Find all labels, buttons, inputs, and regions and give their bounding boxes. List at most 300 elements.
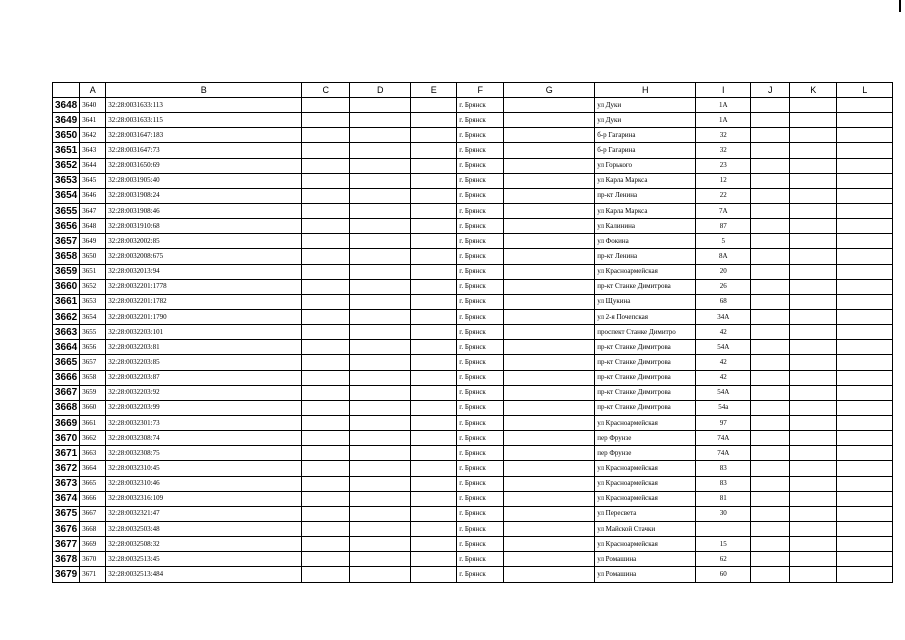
cell-i[interactable]: 62 [696,552,751,567]
cell-d[interactable] [350,128,411,143]
cell-k[interactable] [790,476,837,491]
cell-k[interactable] [790,309,837,324]
cell-h[interactable]: б-р Гагарина [595,143,696,158]
cell-i[interactable]: 8А [696,249,751,264]
cell-a[interactable]: 3667 [80,506,106,521]
cell-d[interactable] [350,234,411,249]
cell-d[interactable] [350,415,411,430]
cell-a[interactable]: 3657 [80,355,106,370]
cell-b[interactable]: 32:28:0031910:68 [106,219,302,234]
cell-e[interactable] [411,567,457,582]
cell-k[interactable] [790,158,837,173]
cell-i[interactable]: 83 [696,476,751,491]
cell-c[interactable] [302,143,350,158]
cell-j[interactable] [751,461,790,476]
cell-h[interactable]: пер Фрунзе [595,431,696,446]
cell-j[interactable] [751,506,790,521]
cell-k[interactable] [790,431,837,446]
cell-j[interactable] [751,219,790,234]
row-number[interactable]: 3659 [53,264,80,279]
cell-d[interactable] [350,113,411,128]
cell-l[interactable] [837,294,893,309]
cell-d[interactable] [350,552,411,567]
cell-a[interactable]: 3661 [80,415,106,430]
row-number[interactable]: 3672 [53,461,80,476]
cell-g[interactable] [504,234,595,249]
cell-g[interactable] [504,446,595,461]
cell-b[interactable]: 32:28:0032203:92 [106,385,302,400]
cell-e[interactable] [411,355,457,370]
cell-d[interactable] [350,203,411,218]
cell-b[interactable]: 32:28:0032201:1778 [106,279,302,294]
cell-a[interactable]: 3640 [80,98,106,113]
cell-f[interactable]: г. Брянск [457,128,504,143]
row-number[interactable]: 3673 [53,476,80,491]
cell-d[interactable] [350,385,411,400]
cell-i[interactable]: 54А [696,340,751,355]
cell-g[interactable] [504,567,595,582]
cell-l[interactable] [837,567,893,582]
cell-f[interactable]: г. Брянск [457,294,504,309]
cell-f[interactable]: г. Брянск [457,173,504,188]
cell-a[interactable]: 3665 [80,476,106,491]
cell-a[interactable]: 3647 [80,203,106,218]
cell-g[interactable] [504,294,595,309]
cell-c[interactable] [302,506,350,521]
cell-i[interactable]: 97 [696,415,751,430]
cell-k[interactable] [790,234,837,249]
cell-i[interactable]: 34А [696,309,751,324]
cell-g[interactable] [504,158,595,173]
cell-a[interactable]: 3659 [80,385,106,400]
cell-j[interactable] [751,234,790,249]
column-header-b[interactable]: B [106,83,302,98]
cell-a[interactable]: 3670 [80,552,106,567]
cell-e[interactable] [411,476,457,491]
cell-i[interactable]: 1А [696,98,751,113]
cell-d[interactable] [350,506,411,521]
cell-j[interactable] [751,567,790,582]
cell-l[interactable] [837,188,893,203]
cell-b[interactable]: 32:28:0032308:75 [106,446,302,461]
column-header-l[interactable]: L [837,83,893,98]
cell-d[interactable] [350,173,411,188]
cell-d[interactable] [350,491,411,506]
row-number[interactable]: 3667 [53,385,80,400]
cell-f[interactable]: г. Брянск [457,249,504,264]
cell-d[interactable] [350,325,411,340]
cell-b[interactable]: 32:28:0032201:1782 [106,294,302,309]
cell-b[interactable]: 32:28:0032316:109 [106,491,302,506]
cell-i[interactable]: 32 [696,143,751,158]
cell-l[interactable] [837,461,893,476]
cell-h[interactable]: ул Фокина [595,234,696,249]
cell-c[interactable] [302,415,350,430]
cell-j[interactable] [751,158,790,173]
cell-j[interactable] [751,476,790,491]
cell-f[interactable]: г. Брянск [457,491,504,506]
column-header-f[interactable]: F [457,83,504,98]
cell-g[interactable] [504,309,595,324]
cell-l[interactable] [837,340,893,355]
cell-h[interactable]: пер Фрунзе [595,446,696,461]
cell-e[interactable] [411,431,457,446]
cell-c[interactable] [302,173,350,188]
cell-d[interactable] [350,355,411,370]
cell-k[interactable] [790,521,837,536]
cell-l[interactable] [837,415,893,430]
cell-i[interactable]: 74А [696,446,751,461]
cell-g[interactable] [504,249,595,264]
cell-c[interactable] [302,264,350,279]
cell-g[interactable] [504,552,595,567]
cell-k[interactable] [790,537,837,552]
cell-a[interactable]: 3651 [80,264,106,279]
cell-d[interactable] [350,309,411,324]
cell-j[interactable] [751,385,790,400]
cell-j[interactable] [751,537,790,552]
cell-l[interactable] [837,158,893,173]
cell-l[interactable] [837,143,893,158]
cell-l[interactable] [837,476,893,491]
cell-j[interactable] [751,294,790,309]
cell-e[interactable] [411,203,457,218]
cell-j[interactable] [751,203,790,218]
cell-j[interactable] [751,400,790,415]
cell-l[interactable] [837,309,893,324]
cell-l[interactable] [837,173,893,188]
cell-l[interactable] [837,355,893,370]
row-number[interactable]: 3653 [53,173,80,188]
cell-j[interactable] [751,188,790,203]
cell-a[interactable]: 3668 [80,521,106,536]
row-number[interactable]: 3649 [53,113,80,128]
cell-e[interactable] [411,446,457,461]
cell-k[interactable] [790,400,837,415]
column-header-i[interactable]: I [696,83,751,98]
cell-a[interactable]: 3655 [80,325,106,340]
cell-a[interactable]: 3660 [80,400,106,415]
cell-i[interactable]: 87 [696,219,751,234]
cell-b[interactable]: 32:28:0032513:45 [106,552,302,567]
cell-f[interactable]: г. Брянск [457,234,504,249]
cell-b[interactable]: 32:28:0032508:32 [106,537,302,552]
cell-b[interactable]: 32:28:0032310:46 [106,476,302,491]
cell-l[interactable] [837,431,893,446]
cell-g[interactable] [504,385,595,400]
cell-c[interactable] [302,279,350,294]
cell-i[interactable]: 23 [696,158,751,173]
cell-d[interactable] [350,188,411,203]
cell-j[interactable] [751,309,790,324]
column-header-k[interactable]: K [790,83,837,98]
cell-a[interactable]: 3666 [80,491,106,506]
cell-g[interactable] [504,203,595,218]
row-number[interactable]: 3651 [53,143,80,158]
cell-g[interactable] [504,355,595,370]
cell-b[interactable]: 32:28:0032203:85 [106,355,302,370]
cell-b[interactable]: 32:28:0032513:484 [106,567,302,582]
row-number[interactable]: 3666 [53,370,80,385]
cell-d[interactable] [350,431,411,446]
row-number[interactable]: 3655 [53,203,80,218]
cell-j[interactable] [751,446,790,461]
cell-j[interactable] [751,340,790,355]
cell-i[interactable]: 54А [696,385,751,400]
cell-b[interactable]: 32:28:0032201:1790 [106,309,302,324]
cell-d[interactable] [350,521,411,536]
cell-e[interactable] [411,234,457,249]
cell-l[interactable] [837,506,893,521]
row-number[interactable]: 3679 [53,567,80,582]
cell-h[interactable]: ул Горького [595,158,696,173]
cell-h[interactable]: ул Красноармейская [595,461,696,476]
cell-i[interactable]: 12 [696,173,751,188]
cell-j[interactable] [751,128,790,143]
cell-l[interactable] [837,325,893,340]
cell-c[interactable] [302,203,350,218]
cell-c[interactable] [302,219,350,234]
cell-j[interactable] [751,370,790,385]
cell-h[interactable]: ул Калинина [595,219,696,234]
cell-c[interactable] [302,400,350,415]
cell-a[interactable]: 3646 [80,188,106,203]
cell-h[interactable]: ул 2-я Почепская [595,309,696,324]
cell-f[interactable]: г. Брянск [457,461,504,476]
cell-l[interactable] [837,491,893,506]
cell-b[interactable]: 32:28:0032203:101 [106,325,302,340]
cell-g[interactable] [504,188,595,203]
cell-k[interactable] [790,446,837,461]
cell-c[interactable] [302,340,350,355]
cell-f[interactable]: г. Брянск [457,219,504,234]
cell-d[interactable] [350,264,411,279]
cell-l[interactable] [837,219,893,234]
row-number[interactable]: 3677 [53,537,80,552]
cell-e[interactable] [411,461,457,476]
cell-k[interactable] [790,567,837,582]
cell-e[interactable] [411,400,457,415]
cell-k[interactable] [790,461,837,476]
column-header-a[interactable]: A [80,83,106,98]
cell-a[interactable]: 3649 [80,234,106,249]
cell-a[interactable]: 3671 [80,567,106,582]
column-header-d[interactable]: D [350,83,411,98]
cell-j[interactable] [751,264,790,279]
cell-l[interactable] [837,370,893,385]
cell-g[interactable] [504,370,595,385]
cell-l[interactable] [837,279,893,294]
cell-j[interactable] [751,521,790,536]
cell-l[interactable] [837,446,893,461]
cell-d[interactable] [350,476,411,491]
cell-i[interactable]: 42 [696,325,751,340]
cell-c[interactable] [302,188,350,203]
cell-g[interactable] [504,461,595,476]
cell-l[interactable] [837,113,893,128]
row-number[interactable]: 3657 [53,234,80,249]
cell-f[interactable]: г. Брянск [457,521,504,536]
cell-j[interactable] [751,113,790,128]
cell-c[interactable] [302,98,350,113]
cell-j[interactable] [751,325,790,340]
cell-e[interactable] [411,385,457,400]
cell-g[interactable] [504,264,595,279]
cell-k[interactable] [790,340,837,355]
cell-k[interactable] [790,203,837,218]
cell-l[interactable] [837,98,893,113]
cell-c[interactable] [302,355,350,370]
cell-f[interactable]: г. Брянск [457,552,504,567]
cell-g[interactable] [504,128,595,143]
cell-g[interactable] [504,143,595,158]
cell-f[interactable]: г. Брянск [457,279,504,294]
cell-b[interactable]: 32:28:0032301:73 [106,415,302,430]
cell-g[interactable] [504,476,595,491]
cell-f[interactable]: г. Брянск [457,264,504,279]
cell-h[interactable]: проспект Станке Димитро [595,325,696,340]
cell-h[interactable]: пр-кт Ленина [595,188,696,203]
cell-b[interactable]: 32:28:0032008:675 [106,249,302,264]
cell-h[interactable]: ул Красноармейская [595,264,696,279]
cell-d[interactable] [350,400,411,415]
row-number[interactable]: 3678 [53,552,80,567]
cell-d[interactable] [350,219,411,234]
cell-k[interactable] [790,113,837,128]
cell-f[interactable]: г. Брянск [457,385,504,400]
cell-f[interactable]: г. Брянск [457,506,504,521]
cell-c[interactable] [302,309,350,324]
cell-g[interactable] [504,506,595,521]
column-header-j[interactable]: J [751,83,790,98]
cell-f[interactable]: г. Брянск [457,431,504,446]
row-number[interactable]: 3648 [53,98,80,113]
cell-e[interactable] [411,537,457,552]
column-header-e[interactable]: E [411,83,457,98]
cell-i[interactable]: 26 [696,279,751,294]
cell-e[interactable] [411,113,457,128]
cell-a[interactable]: 3645 [80,173,106,188]
cell-c[interactable] [302,128,350,143]
cell-h[interactable]: ул Красноармейская [595,491,696,506]
cell-j[interactable] [751,491,790,506]
row-number[interactable]: 3656 [53,219,80,234]
cell-f[interactable]: г. Брянск [457,400,504,415]
cell-h[interactable]: ул Дуки [595,98,696,113]
cell-j[interactable] [751,355,790,370]
cell-e[interactable] [411,158,457,173]
row-number[interactable]: 3670 [53,431,80,446]
cell-f[interactable]: г. Брянск [457,370,504,385]
cell-e[interactable] [411,370,457,385]
cell-g[interactable] [504,491,595,506]
row-number[interactable]: 3668 [53,400,80,415]
cell-k[interactable] [790,219,837,234]
cell-j[interactable] [751,98,790,113]
cell-k[interactable] [790,128,837,143]
cell-f[interactable]: г. Брянск [457,415,504,430]
cell-h[interactable]: ул Красноармейская [595,537,696,552]
cell-d[interactable] [350,294,411,309]
cell-h[interactable]: ул Ромашина [595,552,696,567]
cell-a[interactable]: 3662 [80,431,106,446]
cell-a[interactable]: 3663 [80,446,106,461]
cell-j[interactable] [751,279,790,294]
cell-i[interactable]: 15 [696,537,751,552]
cell-c[interactable] [302,537,350,552]
cell-g[interactable] [504,173,595,188]
cell-e[interactable] [411,340,457,355]
cell-h[interactable]: пр-кт Станке Димитрова [595,400,696,415]
cell-g[interactable] [504,219,595,234]
cell-a[interactable]: 3650 [80,249,106,264]
cell-b[interactable]: 32:28:0031633:113 [106,98,302,113]
cell-a[interactable]: 3653 [80,294,106,309]
cell-h[interactable]: пр-кт Ленина [595,249,696,264]
cell-b[interactable]: 32:28:0032203:81 [106,340,302,355]
cell-i[interactable]: 22 [696,188,751,203]
cell-b[interactable]: 32:28:0031905:40 [106,173,302,188]
cell-h[interactable]: ул Карла Маркса [595,203,696,218]
cell-g[interactable] [504,113,595,128]
cell-e[interactable] [411,173,457,188]
cell-h[interactable]: пр-кт Станке Димитрова [595,370,696,385]
cell-l[interactable] [837,537,893,552]
row-number[interactable]: 3660 [53,279,80,294]
cell-b[interactable]: 32:28:0032203:87 [106,370,302,385]
cell-k[interactable] [790,552,837,567]
cell-h[interactable]: пр-кт Станке Димитрова [595,355,696,370]
cell-l[interactable] [837,521,893,536]
cell-j[interactable] [751,431,790,446]
cell-l[interactable] [837,264,893,279]
cell-b[interactable]: 32:28:0031647:183 [106,128,302,143]
cell-b[interactable]: 32:28:0032002:85 [106,234,302,249]
cell-f[interactable]: г. Брянск [457,340,504,355]
cell-b[interactable]: 32:28:0032308:74 [106,431,302,446]
cell-c[interactable] [302,476,350,491]
cell-c[interactable] [302,249,350,264]
cell-k[interactable] [790,506,837,521]
cell-i[interactable]: 42 [696,355,751,370]
cell-e[interactable] [411,415,457,430]
cell-c[interactable] [302,113,350,128]
cell-k[interactable] [790,385,837,400]
cell-i[interactable]: 42 [696,370,751,385]
cell-l[interactable] [837,234,893,249]
cell-j[interactable] [751,415,790,430]
cell-e[interactable] [411,521,457,536]
cell-f[interactable]: г. Брянск [457,567,504,582]
cell-l[interactable] [837,400,893,415]
cell-j[interactable] [751,249,790,264]
row-number[interactable]: 3652 [53,158,80,173]
row-number[interactable]: 3671 [53,446,80,461]
cell-l[interactable] [837,203,893,218]
cell-l[interactable] [837,249,893,264]
row-number[interactable]: 3664 [53,340,80,355]
cell-h[interactable]: пр-кт Станке Димитрова [595,385,696,400]
cell-c[interactable] [302,491,350,506]
corner-cell[interactable] [53,83,80,98]
cell-d[interactable] [350,537,411,552]
cell-k[interactable] [790,173,837,188]
row-number[interactable]: 3665 [53,355,80,370]
cell-g[interactable] [504,279,595,294]
cell-i[interactable]: 1А [696,113,751,128]
cell-k[interactable] [790,188,837,203]
cell-d[interactable] [350,249,411,264]
